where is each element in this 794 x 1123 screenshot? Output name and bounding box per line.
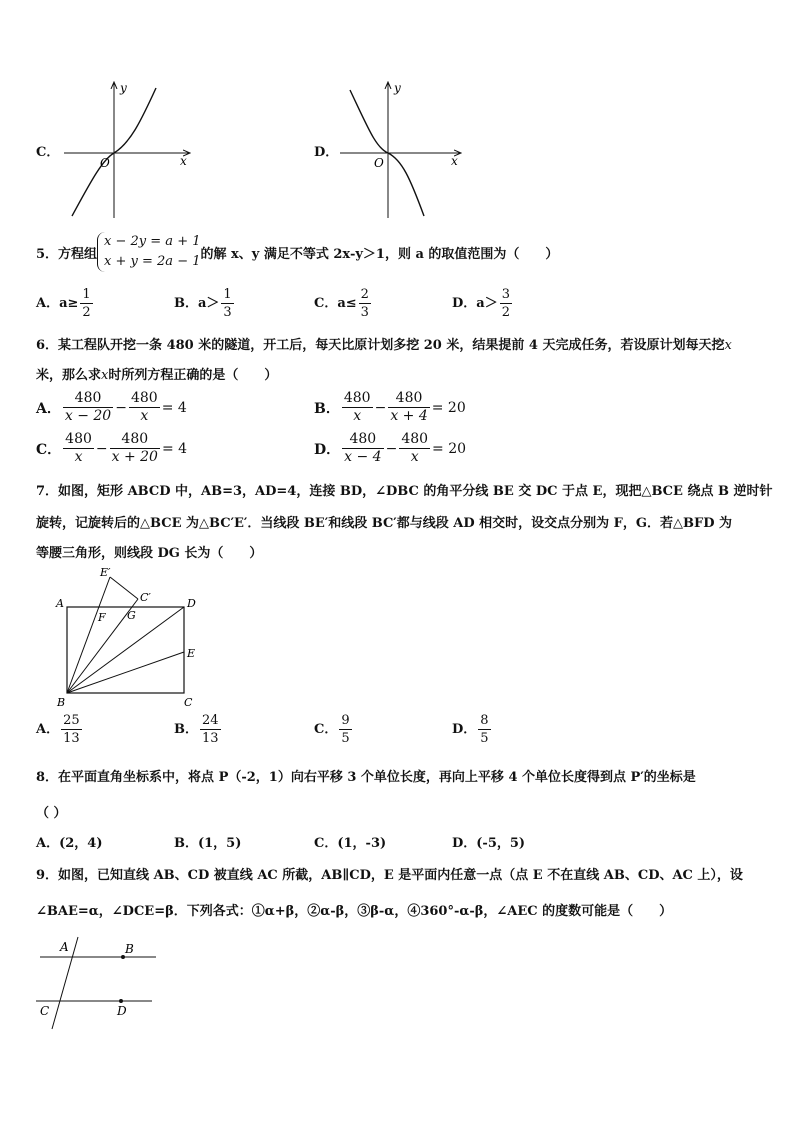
q6-line1: 6．某工程队开挖一条 480 米的隧道，开工后，每天比原计划多挖 20 米，结果提前 4 天完成任务，若设原计划每天挖x (36, 338, 732, 353)
option-c-label: C． (36, 145, 60, 160)
q5-eq2: x + y = 2a − 1 (104, 254, 201, 269)
graph-d (336, 78, 466, 220)
graph-c (60, 78, 195, 220)
q8-option-c: C．(1，-3) (314, 836, 387, 851)
q9-line2: ∠BAE=α，∠DCE=β．下列各式：①α+β，②α-β，③β-α，④360°-α-β，∠AEC 的度数可能是（ ） (36, 904, 673, 919)
q5-option-c: C．a≤ $\frac{2}{3}$ (314, 287, 369, 320)
q5-option-d: D．a＞ $\frac{3}{2}$ (452, 287, 510, 320)
y-label: y (394, 81, 401, 95)
q8-option-b: B．(1，5) (174, 836, 242, 851)
q7-figure (50, 562, 210, 710)
segment-e-prime-c-prime (110, 577, 138, 599)
q5-option-a: A．a≥ $\frac{1}{2}$ (36, 287, 91, 320)
q7-line2: 旋转，记旋转后的△BCE 为△BC′E′．当线段 BE′和线段 BC′都与线段 AD 相交时，设交点分别为 F，G．若△BFD 为 (36, 516, 733, 531)
point-d-dot (119, 999, 123, 1003)
q5-option-b: B．a＞ $\frac{1}{3}$ (174, 287, 232, 320)
q5-eq1: x − 2y = a + 1 (104, 234, 201, 249)
q5-stem: 的解 x、y 满足不等式 2x-y＞1，则 a 的取值范围为（ ） (200, 246, 559, 262)
q7-line3: 等腰三角形，则线段 DG 长为（ ） (36, 546, 263, 561)
y-label: y (120, 81, 127, 95)
q7-option-b: B． $\frac{24}{13}$ (174, 713, 219, 746)
point-b: B (125, 942, 134, 956)
q6-option-a: A． $\frac{480}{x - 20}$ − $\frac{480}{x}$ = 4 (36, 390, 187, 424)
q5-equation-system (97, 232, 200, 272)
q6-line2: 米，那么求x时所列方程正确的是（ ） (36, 368, 278, 383)
q9-figure (30, 935, 160, 1035)
point-a: A (56, 597, 64, 610)
q7-option-a: A． $\frac{25}{13}$ (36, 713, 80, 746)
point-e-prime: E′ (100, 566, 111, 579)
q6-option-c: C． $\frac{480}{x}$ − $\frac{480}{x + 20}$ = 4 (36, 431, 188, 465)
point-c: C (184, 696, 193, 709)
q7-line1: 7．如图，矩形 ABCD 中，AB=3，AD=4，连接 BD，∠DBC 的角平分线 BE 交 DC 于点 E，现把△BCE 绕点 B 逆时针 (36, 484, 773, 499)
point-a: A (60, 940, 69, 954)
q6-option-d: D． $\frac{480}{x - 4}$ − $\frac{480}{x}$ = 20 (314, 431, 467, 465)
point-g: G (127, 609, 136, 622)
point-d: D (117, 1004, 127, 1018)
point-b: B (57, 696, 66, 709)
segment-be (67, 652, 184, 693)
segment-be-prime (67, 577, 110, 693)
point-f: F (98, 611, 106, 624)
question-5 (36, 232, 558, 272)
q7-option-c: C． $\frac{9}{5}$ (314, 713, 350, 746)
point-c-prime: C′ (140, 591, 151, 604)
option-d-label: D． (314, 145, 339, 160)
q9-line1: 9．如图，已知直线 AB、CD 被直线 AC 所截，AB∥CD，E 是平面内任意一点（点 E 不在直线 AB、CD、AC 上），设 (36, 868, 743, 883)
q8-line2: （ ） (36, 806, 67, 821)
q8-line1: 8．在平面直角坐标系中，将点 P（-2，1）向右平移 3 个单位长度，再向上平移 4 个单位长度得到点 P′的坐标是 (36, 770, 696, 785)
q8-option-a: A．(2，4) (36, 836, 103, 851)
point-c: C (40, 1004, 50, 1018)
segment-bd (67, 607, 184, 693)
x-label: x (180, 154, 187, 168)
origin-label: O (374, 156, 384, 170)
q8-option-d: D．(-5，5) (452, 836, 526, 851)
q7-option-d: D． $\frac{8}{5}$ (452, 713, 489, 746)
point-d: D (187, 597, 196, 610)
q6-option-b: B． $\frac{480}{x}$ − $\frac{480}{x + 4}$ = 20 (314, 390, 466, 424)
point-e: E (187, 647, 196, 660)
x-label: x (451, 154, 458, 168)
origin-label: O (100, 156, 110, 170)
q5-number: 5．方程组 (36, 246, 98, 262)
